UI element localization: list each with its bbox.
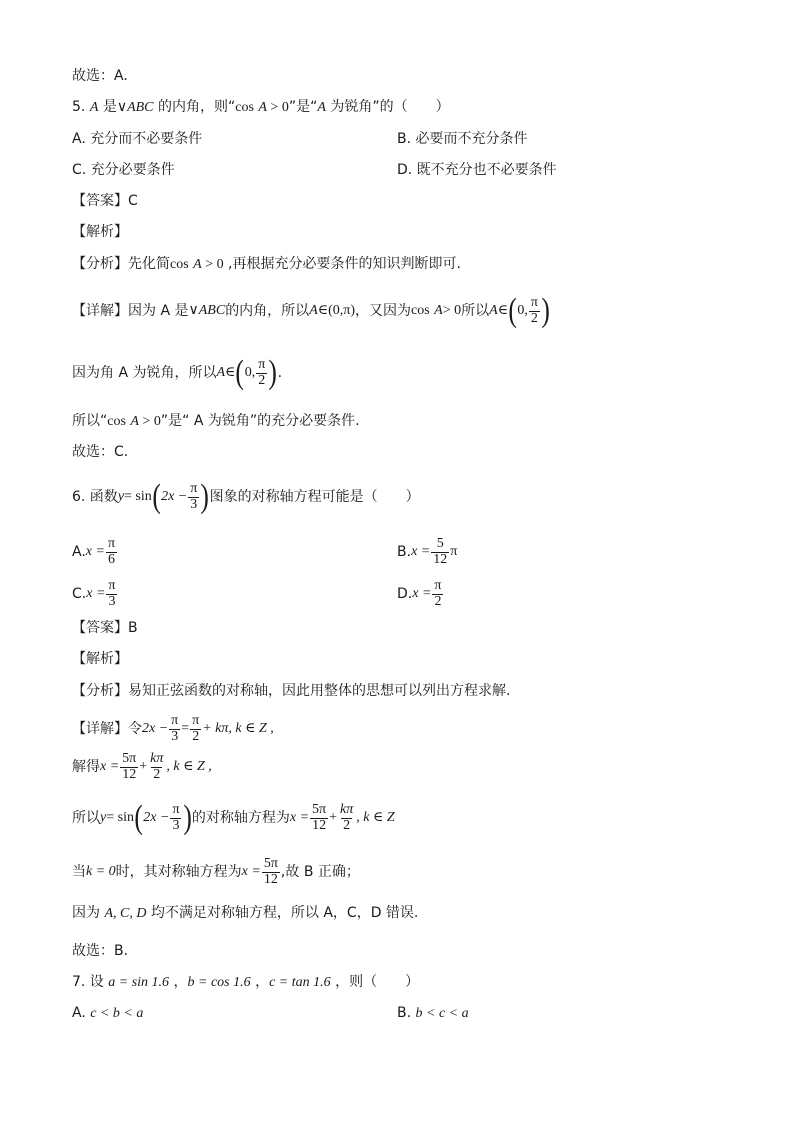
q5-gt0: > 0 — [266, 100, 289, 115]
denominator: 2 — [434, 593, 442, 609]
q5-text: 是 — [98, 99, 117, 115]
denominator: 2 — [258, 372, 266, 388]
q5-answer: 【答案】C — [72, 193, 138, 209]
q7-stem — [72, 972, 419, 993]
var: A — [130, 414, 139, 429]
fraction — [120, 752, 138, 782]
label: D. — [397, 586, 413, 602]
q6-yinwei — [72, 903, 418, 924]
denominator: 12 — [433, 551, 448, 567]
q5-var-a: A — [258, 100, 267, 115]
text: 时，其对称轴方程为 — [115, 864, 242, 880]
text: . — [277, 365, 283, 381]
right-paren: ) — [200, 478, 210, 515]
expr: 2x − — [161, 489, 188, 504]
denominator: 2 — [192, 728, 200, 744]
plus: + — [139, 759, 148, 774]
fraction — [310, 803, 328, 833]
var: A — [193, 257, 202, 272]
q6-answer: 【答案】B — [72, 620, 138, 636]
abc: ABC — [198, 303, 226, 318]
var: y — [117, 489, 125, 504]
q5-choose: 故选：C. — [72, 444, 129, 460]
expr: + kπ, k ∈ Z , — [202, 721, 274, 736]
text: 当 — [72, 864, 86, 880]
numerator: kπ — [340, 801, 354, 817]
equals: = — [181, 721, 190, 736]
label: C. — [72, 586, 87, 602]
label: B. — [397, 544, 412, 560]
text: ,故 B 正确； — [280, 864, 360, 880]
q6-number: 6. 函数 — [72, 489, 118, 505]
triangle-symbol: ∨ — [116, 100, 128, 115]
left-paren: ( — [152, 478, 161, 515]
q5-analysis-heading: 【解析】 — [72, 224, 128, 240]
q6-fenxi: 【分析】易知正弦函数的对称轴，因此用整体的思想可以列出方程求解. — [72, 683, 511, 699]
q6-option-c — [72, 574, 118, 614]
numerator: π — [171, 712, 179, 728]
q5-option-b: B. 必要而不充分条件 — [397, 131, 528, 147]
text: 所以“ — [72, 413, 108, 429]
numerator: 5π — [312, 801, 327, 817]
text: 均不满足对称轴方程，所以 A，C，D 错误. — [146, 905, 419, 921]
denominator: 12 — [263, 871, 278, 887]
fraction — [148, 752, 165, 782]
in-symbol: ∈ — [225, 365, 236, 380]
gt0: > 0 — [138, 414, 161, 429]
numerator: π — [258, 356, 266, 372]
text: 【分析】先化简 — [72, 256, 170, 272]
q5-text: ”是“ — [288, 99, 318, 115]
label: B. — [397, 1005, 416, 1021]
expr: x = — [412, 586, 432, 601]
in-symbol: ∈ — [497, 303, 509, 318]
fraction — [338, 803, 355, 833]
numerator: π — [107, 535, 116, 551]
q5-fenxi — [72, 254, 461, 275]
numerator: π — [530, 294, 538, 310]
q5-xiangjie — [72, 290, 550, 332]
fraction — [432, 579, 443, 609]
var: y — [100, 810, 107, 825]
denominator: 3 — [171, 728, 179, 744]
expr: x = — [411, 544, 431, 559]
q5-line3 — [72, 411, 360, 432]
expr: 2x − — [142, 721, 169, 736]
fraction — [188, 482, 199, 512]
numerator: 5 — [436, 535, 444, 551]
text: ,再根据充分必要条件的知识判断即可. — [223, 256, 461, 272]
right-paren: ) — [268, 354, 278, 391]
expr: b < c < a — [415, 1006, 469, 1021]
fraction — [169, 714, 180, 744]
right-paren: ) — [182, 799, 192, 836]
pi: π — [450, 544, 458, 559]
q5-abc: ABC — [127, 100, 154, 115]
text: 因为角 A 为锐角，所以 — [72, 365, 217, 381]
denominator: 3 — [108, 593, 116, 609]
expr-c: c = tan 1.6 — [269, 975, 331, 990]
zero: 0, — [244, 365, 256, 380]
q6-stem — [72, 476, 420, 518]
text: 所以 — [461, 303, 490, 319]
gt0: > 0 — [201, 257, 224, 272]
denominator: 2 — [153, 766, 161, 782]
q5-text: 的内角，则“ — [153, 99, 236, 115]
left-paren: ( — [235, 354, 245, 391]
denominator: 3 — [190, 496, 198, 512]
denominator: 2 — [530, 310, 538, 326]
denominator: 6 — [107, 551, 115, 567]
denominator: 12 — [312, 817, 327, 833]
text: 所以 — [72, 810, 100, 826]
q7-option-a — [72, 1003, 143, 1024]
q6-choose: 故选：B. — [72, 943, 129, 959]
right-paren: ) — [541, 292, 550, 329]
q6-suoyi — [72, 797, 395, 839]
text: 【详解】令 — [72, 721, 142, 737]
q6-analysis-heading: 【解析】 — [72, 651, 128, 667]
cos: cos — [107, 414, 126, 429]
denominator: 12 — [122, 766, 137, 782]
q5-option-c: C. 充分必要条件 — [72, 162, 175, 178]
numerator: π — [434, 577, 442, 593]
q5-text: 为锐角”的（ ） — [325, 99, 450, 115]
numerator: kπ — [150, 750, 164, 766]
q6-dang — [72, 851, 360, 893]
left-paren: ( — [508, 292, 517, 329]
var: A — [216, 365, 226, 380]
expr: x = — [86, 586, 106, 601]
in-symbol: ∈ — [317, 303, 329, 318]
expr: 2x − — [143, 810, 170, 825]
text: 因为 — [72, 905, 105, 921]
expr: A, C, D — [104, 906, 147, 921]
expr-b: b = cos 1.6 — [187, 975, 251, 990]
q5-line2 — [72, 352, 282, 394]
numerator: 5π — [263, 855, 278, 871]
expr: c < b < a — [90, 1006, 144, 1021]
expr: x = — [289, 810, 310, 825]
sep: ， — [250, 974, 270, 990]
fraction — [190, 714, 201, 744]
var: A — [489, 303, 498, 318]
fraction — [256, 358, 267, 388]
text: 的内角，所以 — [225, 303, 310, 319]
q5-var-a: A — [89, 100, 99, 115]
expr: , k ∈ Z , — [166, 759, 212, 774]
denominator: 3 — [172, 817, 180, 833]
sep: ， — [169, 974, 188, 990]
fraction — [106, 579, 117, 609]
numerator: π — [172, 801, 180, 817]
label: A. — [72, 544, 86, 560]
interval: (0,π) — [328, 303, 356, 318]
expr: x = — [85, 544, 105, 559]
q7-option-b — [397, 1003, 469, 1024]
expr: , k ∈ Z — [356, 810, 395, 825]
q5-option-a: A. 充分而不必要条件 — [72, 131, 203, 147]
numerator: π — [190, 480, 198, 496]
triangle-symbol: ∨ — [188, 303, 199, 318]
q6-option-b — [397, 532, 457, 572]
label: A. — [72, 1005, 91, 1021]
text: 图象的对称轴方程可能是（ ） — [209, 489, 420, 505]
expr: k = 0 — [86, 864, 116, 879]
fraction — [431, 537, 449, 567]
expr: x = — [100, 759, 120, 774]
q5-stem — [72, 97, 450, 118]
text: 7. 设 — [72, 974, 109, 990]
fraction — [170, 803, 181, 833]
left-paren: ( — [134, 799, 143, 836]
numerator: π — [192, 712, 200, 728]
var: A — [309, 303, 318, 318]
cos: cos — [411, 303, 430, 318]
fraction — [529, 296, 540, 326]
q6-option-a — [72, 532, 118, 572]
denominator: 2 — [343, 817, 351, 833]
q6-option-d — [397, 574, 444, 614]
sin: = sin — [106, 810, 134, 825]
fraction — [106, 537, 117, 567]
plus: + — [329, 810, 338, 825]
numerator: 5π — [122, 750, 137, 766]
text: 【详解】因为 A 是 — [72, 303, 189, 319]
q5-cos: cos — [235, 100, 254, 115]
numerator: π — [108, 577, 116, 593]
prev-answer: 故选：A. — [72, 68, 128, 84]
text: ”是“ A 为锐角”的充分必要条件. — [160, 413, 360, 429]
q5-number: 5. — [72, 99, 90, 115]
q6-xiangjie — [72, 709, 274, 749]
var: A — [434, 303, 443, 318]
cos: cos — [170, 257, 189, 272]
zero: 0, — [517, 303, 528, 318]
expr-a: a = sin 1.6 — [108, 975, 170, 990]
text: ，则（ ） — [330, 974, 420, 990]
text: ，又因为 — [355, 303, 412, 319]
q5-var-a: A — [317, 100, 326, 115]
text: 的对称轴方程为 — [191, 810, 290, 826]
sin: = sin — [124, 489, 152, 504]
q5-option-d: D. 既不充分也不必要条件 — [397, 162, 557, 178]
fraction — [262, 857, 280, 887]
gt0: > 0 — [442, 303, 462, 318]
expr: x = — [241, 864, 261, 879]
q6-jiede — [72, 746, 212, 788]
text: 解得 — [72, 759, 100, 775]
